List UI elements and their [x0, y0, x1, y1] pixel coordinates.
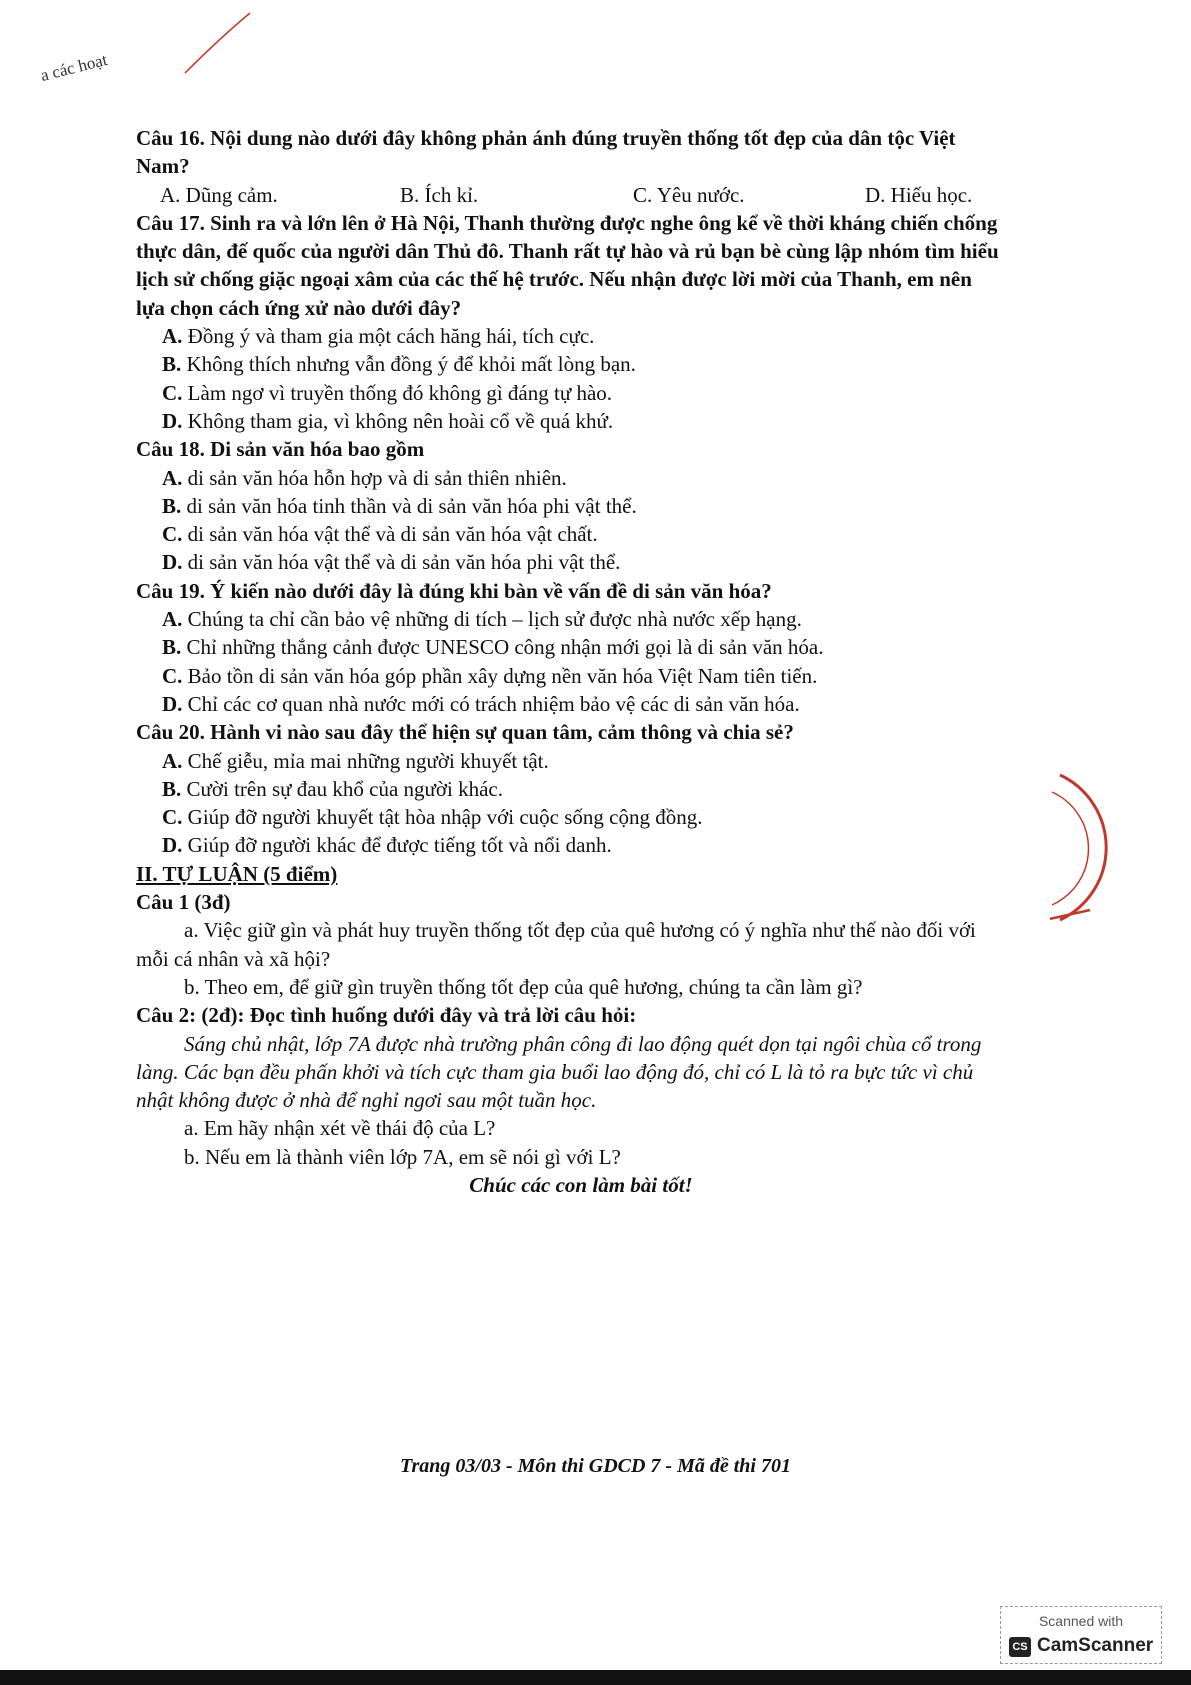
- question-16-options: [136, 181, 1006, 209]
- q18-option-c: C. di sản văn hóa vật thể và di sản văn hóa vật chất.: [162, 522, 598, 547]
- q16-option-c: C. Yêu nước.: [633, 182, 745, 207]
- essay-2-part-b: b. Nếu em là thành viên lớp 7A, em sẽ nói gì với L?: [184, 1144, 621, 1169]
- q18-option-a: A. di sản văn hóa hỗn hợp và di sản thiên nhiên.: [162, 465, 567, 490]
- watermark-caption: Scanned with: [1038, 1613, 1124, 1629]
- q18-option-d: D. di sản văn hóa vật thể và di sản văn hóa phi vật thể.: [162, 550, 621, 575]
- q20-option-c: C. Giúp đỡ người khuyết tật hòa nhập với cuộc sống cộng đồng.: [162, 805, 703, 830]
- scan-bottom-edge: [0, 1670, 1191, 1685]
- closing-wish: Chúc các con làm bài tốt!: [469, 1172, 693, 1197]
- corner-pen-stroke: [180, 8, 260, 78]
- q19-option-c: C. Bảo tồn di sản văn hóa góp phần xây dựng nền văn hóa Việt Nam tiên tiến.: [162, 663, 818, 688]
- question-17-title: Câu 17. Sinh ra và lớn lên ở Hà Nội, Thanh thường được nghe ông kể về thời kháng chiến chống thực dân, đế quốc của người dân Thủ đô. Thanh rất tự hào và rủ bạn bè cùng lập nhóm tìm hiểu lịch sử chống giặc ngoại xâm của các thế hệ trước. Nếu nhận được lời mời của Thanh, em nên lựa chọn cách ứng xử nào dưới đây?: [136, 210, 999, 320]
- section-essay-heading: II. TỰ LUẬN (5 điểm): [136, 861, 338, 886]
- corner-handwritten-note: a các hoạt: [38, 50, 110, 85]
- exam-content: [136, 124, 1006, 1199]
- essay-2-title: Câu 2: (2đ): Đọc tình huống dưới đây và trả lời câu hỏi:: [136, 1003, 637, 1028]
- q17-option-a: A. Đồng ý và tham gia một cách hăng hái, tích cực.: [162, 324, 595, 349]
- essay-2-part-a: a. Em hãy nhận xét về thái độ của L?: [184, 1116, 496, 1141]
- q19-option-b: B. Chỉ những thắng cảnh được UNESCO công nhận mới gọi là di sản văn hóa.: [162, 635, 824, 660]
- q17-option-d: D. Không tham gia, vì không nên hoài cổ về quá khứ.: [162, 408, 614, 433]
- q16-option-d: D. Hiếu học.: [865, 182, 973, 207]
- watermark-brand: CamScanner: [1037, 1635, 1154, 1656]
- camscanner-logo-icon: CS: [1009, 1637, 1031, 1657]
- question-18-title: Câu 18. Di sản văn hóa bao gồm: [136, 437, 425, 462]
- question-16-title: Câu 16. Nội dung nào dưới đây không phản ánh đúng truyền thống tốt đẹp của dân tộc Việt Nam?: [136, 126, 956, 179]
- question-20-title: Câu 20. Hành vi nào sau đây thể hiện sự quan tâm, cảm thông và chia sẻ?: [136, 720, 794, 745]
- essay-1-title: Câu 1 (3đ): [136, 890, 231, 915]
- q20-option-d: D. Giúp đỡ người khác để được tiếng tốt và nổi danh.: [162, 833, 612, 858]
- essay-2-situation: Sáng chủ nhật, lớp 7A được nhà trường phân công đi lao động quét dọn tại ngôi chùa cổ trong làng. Các bạn đều phấn khởi và tích cực tham gia buổi lao động đó, chỉ có L là tỏ ra bực tức vì chủ nhật không được ở nhà để nghỉ ngơi sau một tuần học.: [136, 1031, 982, 1113]
- page-footer: Trang 03/03 - Môn thi GDCD 7 - Mã đề thi 701: [400, 1455, 791, 1477]
- q18-option-b: B. di sản văn hóa tinh thần và di sản văn hóa phi vật thể.: [162, 493, 637, 518]
- q19-option-a: A. Chúng ta chỉ cần bảo vệ những di tích – lịch sử được nhà nước xếp hạng.: [162, 607, 802, 632]
- question-19-title: Câu 19. Ý kiến nào dưới đây là đúng khi bàn về vấn đề di sản văn hóa?: [136, 578, 772, 603]
- q19-option-d: D. Chỉ các cơ quan nhà nước mới có trách nhiệm bảo vệ các di sản văn hóa.: [162, 691, 800, 716]
- essay-1-part-a: a. Việc giữ gìn và phát huy truyền thống tốt đẹp của quê hương có ý nghĩa như thế nào đối với mỗi cá nhân và xã hội?: [136, 918, 976, 971]
- essay-1-part-b: b. Theo em, để giữ gìn truyền thống tốt đẹp của quê hương, chúng ta cần làm gì?: [184, 974, 863, 999]
- q16-option-b: B. Ích kỉ.: [400, 182, 479, 207]
- q16-option-a: A. Dũng cảm.: [160, 182, 278, 207]
- q17-option-b: B. Không thích nhưng vẫn đồng ý để khỏi mất lòng bạn.: [162, 352, 636, 377]
- q20-option-b: B. Cười trên sự đau khổ của người khác.: [162, 776, 503, 801]
- camscanner-watermark: [1000, 1606, 1162, 1664]
- q20-option-a: A. Chế giễu, mỉa mai những người khuyết tật.: [162, 748, 549, 773]
- q17-option-c: C. Làm ngơ vì truyền thống đó không gì đáng tự hào.: [162, 380, 613, 405]
- red-seal-stamp: [1050, 770, 1120, 930]
